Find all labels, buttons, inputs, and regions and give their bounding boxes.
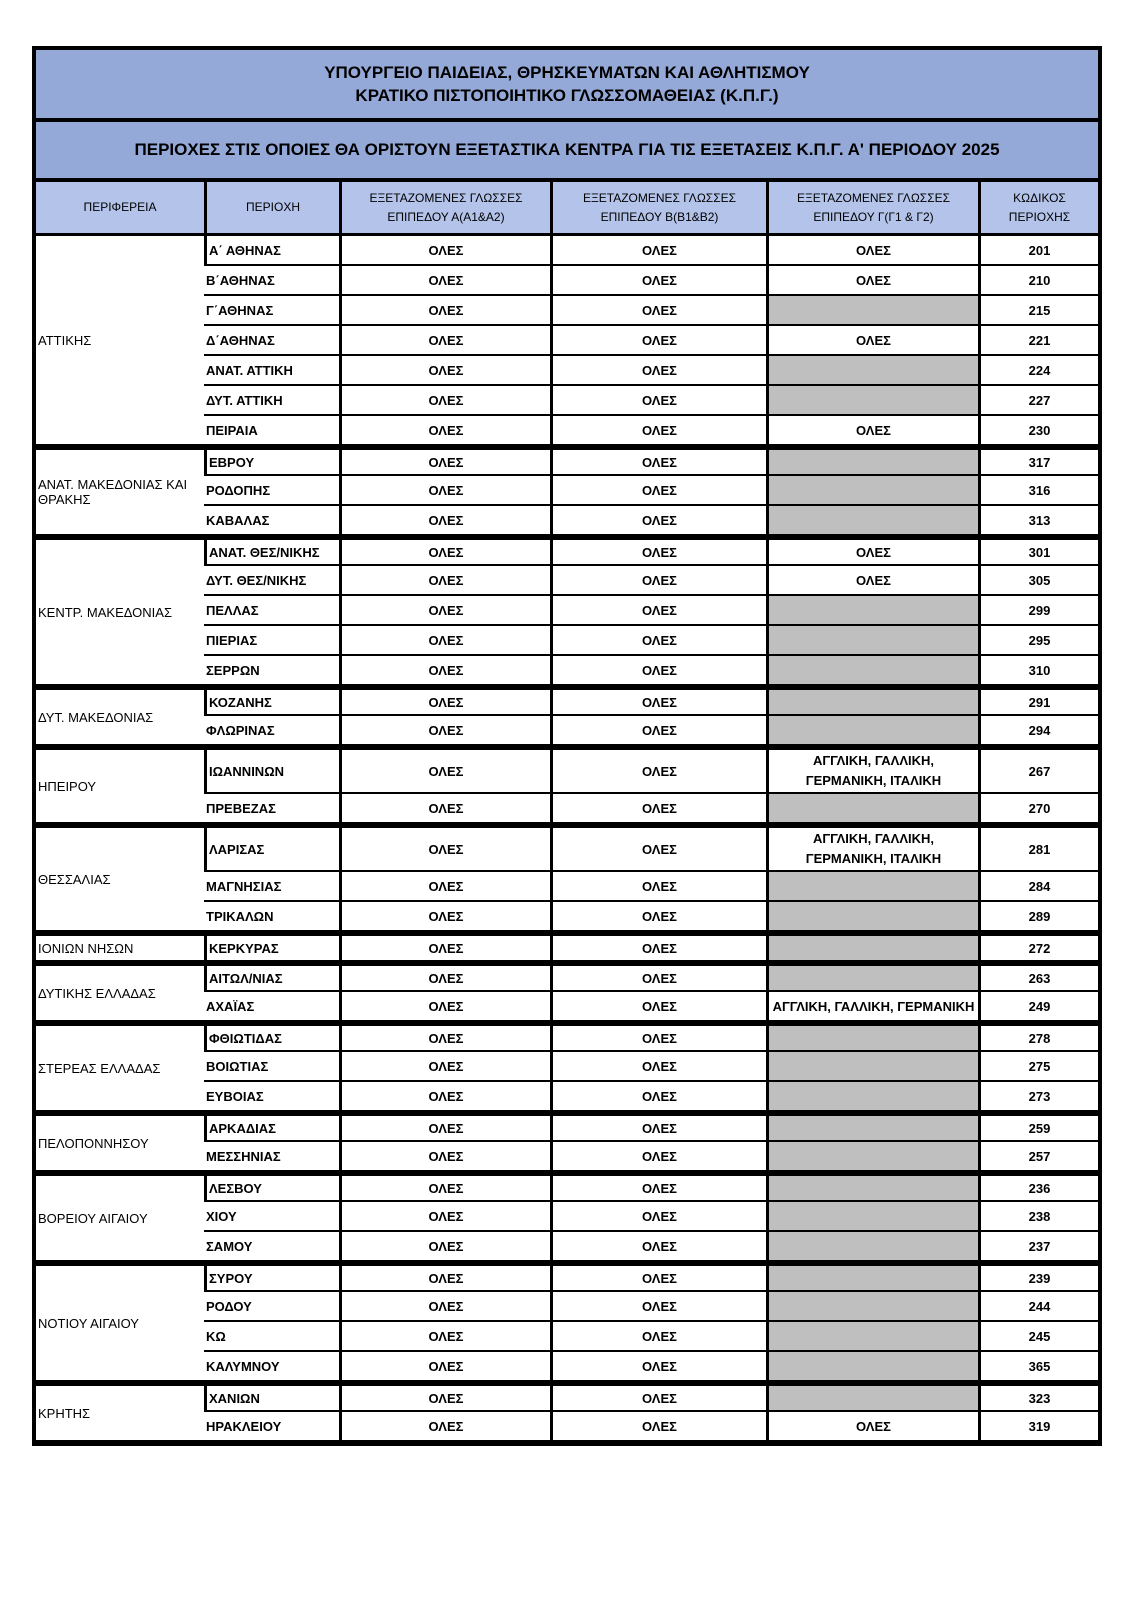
area-code-cell: 316	[978, 476, 1098, 506]
region-name-cell: ΘΕΣΣΑΛΙΑΣ	[36, 824, 204, 932]
column-header-level-c: ΕΞΕΤΑΖΟΜΕΝΕΣ ΓΛΩΣΣΕΣ ΕΠΙΠΕΔΟΥ Γ(Γ1 & Γ2)	[766, 182, 978, 236]
level-a-cell: ΟΛΕΣ	[339, 1352, 550, 1382]
table-row	[36, 1022, 1098, 1052]
level-c-unavailable-cell	[766, 1322, 978, 1352]
level-c-unavailable-cell	[766, 1352, 978, 1382]
column-header-region: ΠΕΡΙΦΕΡΕΙΑ	[36, 182, 204, 236]
level-b-cell: ΟΛΕΣ	[550, 416, 766, 446]
level-a-cell: ΟΛΕΣ	[339, 326, 550, 356]
area-name-cell: ΚΑΒΑΛΑΣ	[204, 506, 339, 536]
area-code-cell: 319	[978, 1412, 1098, 1442]
level-c-unavailable-cell	[766, 872, 978, 902]
level-b-cell: ΟΛΕΣ	[550, 1412, 766, 1442]
level-a-cell: ΟΛΕΣ	[339, 962, 550, 992]
level-c-unavailable-cell	[766, 716, 978, 746]
area-name-cell: ΑΧΑΪΑΣ	[204, 992, 339, 1022]
area-name-cell: ΠΕΛΛΑΣ	[204, 596, 339, 626]
level-c-cell: ΟΛΕΣ	[766, 236, 978, 266]
table-body	[36, 236, 1098, 1442]
level-a-cell: ΟΛΕΣ	[339, 446, 550, 476]
level-a-cell: ΟΛΕΣ	[339, 1202, 550, 1232]
area-code-cell: 230	[978, 416, 1098, 446]
level-b-cell: ΟΛΕΣ	[550, 716, 766, 746]
certificate-title: ΚΡΑΤΙΚΟ ΠΙΣΤΟΠΟΙΗΤΙΚΟ ΓΛΩΣΣΟΜΑΘΕΙΑΣ (Κ.Π.Γ.)	[355, 86, 779, 105]
area-code-cell: 237	[978, 1232, 1098, 1262]
level-b-cell: ΟΛΕΣ	[550, 992, 766, 1022]
level-c-cell: ΟΛΕΣ	[766, 566, 978, 596]
level-a-cell: ΟΛΕΣ	[339, 356, 550, 386]
level-a-cell: ΟΛΕΣ	[339, 1112, 550, 1142]
region-name-cell: ΒΟΡΕΙΟΥ ΑΙΓΑΙΟΥ	[36, 1172, 204, 1262]
level-a-cell: ΟΛΕΣ	[339, 536, 550, 566]
area-name-cell: ΕΒΡΟΥ	[204, 446, 339, 476]
area-name-cell: ΒΟΙΩΤΙΑΣ	[204, 1052, 339, 1082]
area-name-cell: ΦΘΙΩΤΙΔΑΣ	[204, 1022, 339, 1052]
level-b-cell: ΟΛΕΣ	[550, 902, 766, 932]
level-c-cell: ΟΛΕΣ	[766, 416, 978, 446]
table-row	[36, 1262, 1098, 1292]
level-c-unavailable-cell	[766, 686, 978, 716]
level-a-cell: ΟΛΕΣ	[339, 824, 550, 872]
level-c-unavailable-cell	[766, 656, 978, 686]
level-b-cell: ΟΛΕΣ	[550, 1142, 766, 1172]
area-name-cell: Β΄ΑΘΗΝΑΣ	[204, 266, 339, 296]
level-c-unavailable-cell	[766, 1382, 978, 1412]
level-b-cell: ΟΛΕΣ	[550, 746, 766, 794]
level-b-cell: ΟΛΕΣ	[550, 1202, 766, 1232]
level-a-cell: ΟΛΕΣ	[339, 992, 550, 1022]
region-name-cell: ΚΡΗΤΗΣ	[36, 1382, 204, 1442]
level-c-cell: ΟΛΕΣ	[766, 1412, 978, 1442]
area-code-cell: 210	[978, 266, 1098, 296]
level-b-cell: ΟΛΕΣ	[550, 932, 766, 962]
level-c-unavailable-cell	[766, 1292, 978, 1322]
table-header-row	[36, 182, 1098, 236]
area-name-cell: ΜΕΣΣΗΝΙΑΣ	[204, 1142, 339, 1172]
level-b-cell: ΟΛΕΣ	[550, 326, 766, 356]
level-b-cell: ΟΛΕΣ	[550, 1082, 766, 1112]
level-a-cell: ΟΛΕΣ	[339, 932, 550, 962]
level-a-cell: ΟΛΕΣ	[339, 1232, 550, 1262]
column-header-level-a: ΕΞΕΤΑΖΟΜΕΝΕΣ ΓΛΩΣΣΕΣ ΕΠΙΠΕΔΟΥ Α(Α1&Α2)	[339, 182, 550, 236]
region-name-cell: ΑΝΑΤ. ΜΑΚΕΔΟΝΙΑΣ ΚΑΙ ΘΡΑΚΗΣ	[36, 446, 204, 536]
level-c-unavailable-cell	[766, 1112, 978, 1142]
region-name-cell: ΚΕΝΤΡ. ΜΑΚΕΔΟΝΙΑΣ	[36, 536, 204, 686]
area-name-cell: ΗΡΑΚΛΕΙΟΥ	[204, 1412, 339, 1442]
area-name-cell: ΣΥΡΟΥ	[204, 1262, 339, 1292]
area-code-cell: 299	[978, 596, 1098, 626]
level-c-unavailable-cell	[766, 446, 978, 476]
area-code-cell: 245	[978, 1322, 1098, 1352]
area-code-cell: 275	[978, 1052, 1098, 1082]
area-name-cell: Α΄ ΑΘΗΝΑΣ	[204, 236, 339, 266]
region-name-cell: ΣΤΕΡΕΑΣ ΕΛΛΑΔΑΣ	[36, 1022, 204, 1112]
area-name-cell: ΡΟΔΟΠΗΣ	[204, 476, 339, 506]
level-a-cell: ΟΛΕΣ	[339, 566, 550, 596]
exam-centers-subtitle: ΠΕΡΙΟΧΕΣ ΣΤΙΣ ΟΠΟΙΕΣ ΘΑ ΟΡΙΣΤΟΥΝ ΕΞΕΤΑΣΤΙΚΑ ΚΕΝΤΡΑ ΓΙΑ ΤΙΣ ΕΞΕΤΑΣΕΙΣ Κ.Π.Γ. Α' ΠΕΡΙΟΔΟΥ 2025	[134, 140, 1000, 159]
level-b-cell: ΟΛΕΣ	[550, 566, 766, 596]
level-b-cell: ΟΛΕΣ	[550, 356, 766, 386]
table-row	[36, 446, 1098, 476]
area-name-cell: ΦΛΩΡΙΝΑΣ	[204, 716, 339, 746]
level-c-cell: ΟΛΕΣ	[766, 536, 978, 566]
level-b-cell: ΟΛΕΣ	[550, 1232, 766, 1262]
level-b-cell: ΟΛΕΣ	[550, 626, 766, 656]
area-name-cell: ΑΡΚΑΔΙΑΣ	[204, 1112, 339, 1142]
column-header-area: ΠΕΡΙΟΧΗ	[204, 182, 339, 236]
area-name-cell: ΛΕΣΒΟΥ	[204, 1172, 339, 1202]
level-c-unavailable-cell	[766, 1202, 978, 1232]
area-code-cell: 244	[978, 1292, 1098, 1322]
level-b-cell: ΟΛΕΣ	[550, 236, 766, 266]
region-name-cell: ΗΠΕΙΡΟΥ	[36, 746, 204, 824]
level-c-unavailable-cell	[766, 1052, 978, 1082]
area-name-cell: ΔΥΤ. ΘΕΣ/ΝΙΚΗΣ	[204, 566, 339, 596]
level-a-cell: ΟΛΕΣ	[339, 1082, 550, 1112]
level-a-cell: ΟΛΕΣ	[339, 686, 550, 716]
level-a-cell: ΟΛΕΣ	[339, 266, 550, 296]
level-b-cell: ΟΛΕΣ	[550, 1172, 766, 1202]
level-a-cell: ΟΛΕΣ	[339, 1052, 550, 1082]
column-header-level-b: ΕΞΕΤΑΖΟΜΕΝΕΣ ΓΛΩΣΣΕΣ ΕΠΙΠΕΔΟΥ Β(Β1&Β2)	[550, 182, 766, 236]
area-code-cell: 224	[978, 356, 1098, 386]
area-code-cell: 291	[978, 686, 1098, 716]
level-a-cell: ΟΛΕΣ	[339, 1322, 550, 1352]
level-b-cell: ΟΛΕΣ	[550, 386, 766, 416]
area-code-cell: 236	[978, 1172, 1098, 1202]
area-code-cell: 272	[978, 932, 1098, 962]
level-c-unavailable-cell	[766, 932, 978, 962]
level-a-cell: ΟΛΕΣ	[339, 1142, 550, 1172]
level-c-unavailable-cell	[766, 1232, 978, 1262]
level-c-unavailable-cell	[766, 794, 978, 824]
level-a-cell: ΟΛΕΣ	[339, 386, 550, 416]
level-b-cell: ΟΛΕΣ	[550, 596, 766, 626]
level-b-cell: ΟΛΕΣ	[550, 656, 766, 686]
level-c-unavailable-cell	[766, 1172, 978, 1202]
table-row	[36, 932, 1098, 962]
document-sheet	[32, 46, 1102, 1446]
area-code-cell: 310	[978, 656, 1098, 686]
area-name-cell: ΑΝΑΤ. ΑΤΤΙΚΗ	[204, 356, 339, 386]
area-name-cell: Δ΄ΑΘΗΝΑΣ	[204, 326, 339, 356]
ministry-title: ΥΠΟΥΡΓΕΙΟ ΠΑΙΔΕΙΑΣ, ΘΡΗΣΚΕΥΜΑΤΩΝ ΚΑΙ ΑΘΛΗΤΙΣΜΟΥ	[324, 63, 810, 82]
level-c-unavailable-cell	[766, 476, 978, 506]
region-name-cell: ΠΕΛΟΠΟΝΝΗΣΟΥ	[36, 1112, 204, 1172]
level-b-cell: ΟΛΕΣ	[550, 1052, 766, 1082]
level-c-cell: ΑΓΓΛΙΚΗ, ΓΑΛΛΙΚΗ, ΓΕΡΜΑΝΙΚΗ, ΙΤΑΛΙΚΗ	[766, 824, 978, 872]
level-c-unavailable-cell	[766, 386, 978, 416]
area-code-cell: 317	[978, 446, 1098, 476]
level-a-cell: ΟΛΕΣ	[339, 794, 550, 824]
table-row	[36, 536, 1098, 566]
level-b-cell: ΟΛΕΣ	[550, 536, 766, 566]
level-c-unavailable-cell	[766, 902, 978, 932]
level-b-cell: ΟΛΕΣ	[550, 1352, 766, 1382]
level-a-cell: ΟΛΕΣ	[339, 1022, 550, 1052]
level-b-cell: ΟΛΕΣ	[550, 1022, 766, 1052]
table-row	[36, 1112, 1098, 1142]
region-name-cell: ΔΥΤ. ΜΑΚΕΔΟΝΙΑΣ	[36, 686, 204, 746]
area-code-cell: 221	[978, 326, 1098, 356]
level-c-unavailable-cell	[766, 626, 978, 656]
area-code-cell: 278	[978, 1022, 1098, 1052]
table-row	[36, 962, 1098, 992]
area-name-cell: ΛΑΡΙΣΑΣ	[204, 824, 339, 872]
table-row	[36, 824, 1098, 872]
area-code-cell: 281	[978, 824, 1098, 872]
level-c-unavailable-cell	[766, 1142, 978, 1172]
table-row	[36, 236, 1098, 266]
level-c-unavailable-cell	[766, 1262, 978, 1292]
level-a-cell: ΟΛΕΣ	[339, 746, 550, 794]
level-b-cell: ΟΛΕΣ	[550, 266, 766, 296]
level-a-cell: ΟΛΕΣ	[339, 626, 550, 656]
level-a-cell: ΟΛΕΣ	[339, 296, 550, 326]
area-code-cell: 259	[978, 1112, 1098, 1142]
level-a-cell: ΟΛΕΣ	[339, 506, 550, 536]
region-name-cell: ΝΟΤΙΟΥ ΑΙΓΑΙΟΥ	[36, 1262, 204, 1382]
area-name-cell: ΑΝΑΤ. ΘΕΣ/ΝΙΚΗΣ	[204, 536, 339, 566]
level-a-cell: ΟΛΕΣ	[339, 902, 550, 932]
level-a-cell: ΟΛΕΣ	[339, 656, 550, 686]
area-name-cell: ΠΕΙΡΑΙΑ	[204, 416, 339, 446]
area-name-cell: ΣΕΡΡΩΝ	[204, 656, 339, 686]
area-name-cell: ΚΕΡΚΥΡΑΣ	[204, 932, 339, 962]
level-b-cell: ΟΛΕΣ	[550, 506, 766, 536]
level-b-cell: ΟΛΕΣ	[550, 1112, 766, 1142]
area-code-cell: 284	[978, 872, 1098, 902]
level-b-cell: ΟΛΕΣ	[550, 1292, 766, 1322]
exam-centers-table	[36, 182, 1098, 1442]
level-b-cell: ΟΛΕΣ	[550, 446, 766, 476]
area-name-cell: ΚΩ	[204, 1322, 339, 1352]
table-row	[36, 1172, 1098, 1202]
level-a-cell: ΟΛΕΣ	[339, 236, 550, 266]
level-c-unavailable-cell	[766, 296, 978, 326]
level-c-unavailable-cell	[766, 1082, 978, 1112]
ministry-banner	[36, 50, 1098, 122]
level-b-cell: ΟΛΕΣ	[550, 296, 766, 326]
area-name-cell: ΙΩΑΝΝΙΝΩΝ	[204, 746, 339, 794]
area-code-cell: 238	[978, 1202, 1098, 1232]
area-code-cell: 267	[978, 746, 1098, 794]
level-a-cell: ΟΛΕΣ	[339, 716, 550, 746]
area-name-cell: ΣΑΜΟΥ	[204, 1232, 339, 1262]
level-a-cell: ΟΛΕΣ	[339, 1412, 550, 1442]
level-a-cell: ΟΛΕΣ	[339, 872, 550, 902]
area-name-cell: ΚΟΖΑΝΗΣ	[204, 686, 339, 716]
level-c-cell: ΟΛΕΣ	[766, 326, 978, 356]
area-code-cell: 323	[978, 1382, 1098, 1412]
area-code-cell: 201	[978, 236, 1098, 266]
area-code-cell: 301	[978, 536, 1098, 566]
area-name-cell: ΤΡΙΚΑΛΩΝ	[204, 902, 339, 932]
area-name-cell: Γ΄ΑΘΗΝΑΣ	[204, 296, 339, 326]
area-code-cell: 270	[978, 794, 1098, 824]
level-b-cell: ΟΛΕΣ	[550, 1382, 766, 1412]
level-c-unavailable-cell	[766, 962, 978, 992]
area-name-cell: ΧΑΝΙΩΝ	[204, 1382, 339, 1412]
level-c-unavailable-cell	[766, 356, 978, 386]
level-a-cell: ΟΛΕΣ	[339, 1172, 550, 1202]
region-name-cell: ΔΥΤΙΚΗΣ ΕΛΛΑΔΑΣ	[36, 962, 204, 1022]
area-name-cell: ΕΥΒΟΙΑΣ	[204, 1082, 339, 1112]
area-code-cell: 313	[978, 506, 1098, 536]
area-name-cell: ΔΥΤ. ΑΤΤΙΚΗ	[204, 386, 339, 416]
area-name-cell: ΜΑΓΝΗΣΙΑΣ	[204, 872, 339, 902]
area-code-cell: 249	[978, 992, 1098, 1022]
level-b-cell: ΟΛΕΣ	[550, 1262, 766, 1292]
level-a-cell: ΟΛΕΣ	[339, 476, 550, 506]
level-b-cell: ΟΛΕΣ	[550, 824, 766, 872]
level-a-cell: ΟΛΕΣ	[339, 1262, 550, 1292]
area-code-cell: 273	[978, 1082, 1098, 1112]
table-row	[36, 1382, 1098, 1412]
level-c-unavailable-cell	[766, 1022, 978, 1052]
level-b-cell: ΟΛΕΣ	[550, 872, 766, 902]
region-name-cell: ΑΤΤΙΚΗΣ	[36, 236, 204, 446]
region-name-cell: ΙΟΝΙΩΝ ΝΗΣΩΝ	[36, 932, 204, 962]
level-c-cell: ΑΓΓΛΙΚΗ, ΓΑΛΛΙΚΗ, ΓΕΡΜΑΝΙΚΗ, ΙΤΑΛΙΚΗ	[766, 746, 978, 794]
level-c-unavailable-cell	[766, 506, 978, 536]
area-name-cell: ΠΙΕΡΙΑΣ	[204, 626, 339, 656]
area-code-cell: 257	[978, 1142, 1098, 1172]
area-name-cell: ΚΑΛΥΜΝΟΥ	[204, 1352, 339, 1382]
area-code-cell: 263	[978, 962, 1098, 992]
area-name-cell: ΑΙΤΩΛ/ΝΙΑΣ	[204, 962, 339, 992]
level-a-cell: ΟΛΕΣ	[339, 1382, 550, 1412]
level-c-unavailable-cell	[766, 596, 978, 626]
area-code-cell: 294	[978, 716, 1098, 746]
area-name-cell: ΠΡΕΒΕΖΑΣ	[204, 794, 339, 824]
level-b-cell: ΟΛΕΣ	[550, 686, 766, 716]
area-name-cell: ΡΟΔΟΥ	[204, 1292, 339, 1322]
level-a-cell: ΟΛΕΣ	[339, 596, 550, 626]
level-c-cell: ΟΛΕΣ	[766, 266, 978, 296]
exam-centers-banner	[36, 122, 1098, 182]
level-c-cell: ΑΓΓΛΙΚΗ, ΓΑΛΛΙΚΗ, ΓΕΡΜΑΝΙΚΗ	[766, 992, 978, 1022]
level-b-cell: ΟΛΕΣ	[550, 794, 766, 824]
area-code-cell: 239	[978, 1262, 1098, 1292]
area-code-cell: 365	[978, 1352, 1098, 1382]
area-code-cell: 295	[978, 626, 1098, 656]
table-row	[36, 746, 1098, 794]
column-header-area-code: ΚΩΔΙΚΟΣ ΠΕΡΙΟΧΗΣ	[978, 182, 1098, 236]
level-a-cell: ΟΛΕΣ	[339, 1292, 550, 1322]
level-b-cell: ΟΛΕΣ	[550, 962, 766, 992]
area-code-cell: 215	[978, 296, 1098, 326]
area-code-cell: 305	[978, 566, 1098, 596]
level-b-cell: ΟΛΕΣ	[550, 1322, 766, 1352]
table-row	[36, 686, 1098, 716]
level-b-cell: ΟΛΕΣ	[550, 476, 766, 506]
area-code-cell: 227	[978, 386, 1098, 416]
area-name-cell: ΧΙΟΥ	[204, 1202, 339, 1232]
level-a-cell: ΟΛΕΣ	[339, 416, 550, 446]
area-code-cell: 289	[978, 902, 1098, 932]
